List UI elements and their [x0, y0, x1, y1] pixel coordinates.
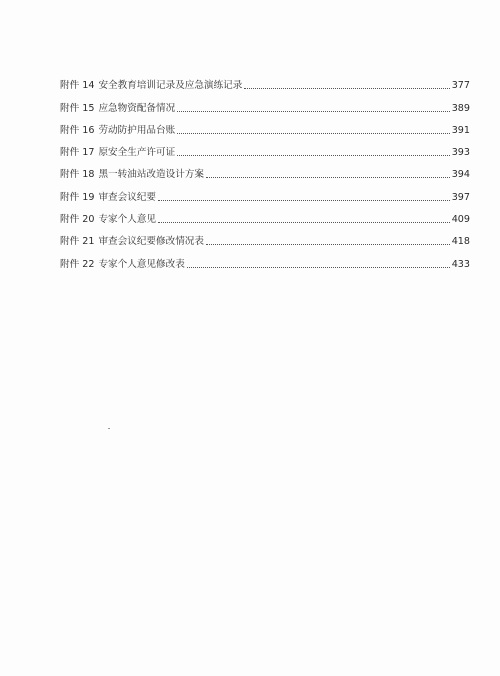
toc-entry-21[interactable] — [60, 226, 470, 248]
toc-entry-number: 附件 15 — [60, 102, 95, 114]
dot-leader — [177, 111, 449, 112]
toc-entry-page: 394 — [451, 169, 470, 181]
toc-entry-22[interactable] — [60, 248, 470, 270]
toc-entry-number: 附件 22 — [60, 258, 95, 270]
toc-entry-number: 附件 19 — [60, 191, 95, 203]
toc-entry-18[interactable] — [60, 159, 470, 181]
toc-entry-title: 安全教育培训记录及应急演练记录 — [98, 80, 243, 92]
toc-entry-page: 409 — [451, 214, 470, 226]
toc-entry-page: 391 — [451, 124, 470, 136]
toc-entry-16[interactable] — [60, 115, 470, 137]
toc-entry-title: 审查会议纪要修改情况表 — [98, 236, 204, 248]
toc-entry-number: 附件 20 — [60, 214, 95, 226]
dot-leader — [177, 155, 449, 156]
toc-entry-title: 审查会议纪要 — [98, 191, 157, 203]
dot-leader — [206, 177, 450, 178]
toc-entry-title: 劳动防护用品台账 — [98, 124, 176, 136]
toc-entry-number: 附件 17 — [60, 147, 95, 159]
toc-entry-page: 377 — [451, 80, 470, 92]
dot-leader — [206, 244, 450, 245]
scan-speck — [108, 428, 110, 429]
dot-leader — [158, 200, 450, 201]
toc-entry-title: 原安全生产许可证 — [98, 147, 176, 159]
toc-entry-number: 附件 14 — [60, 80, 95, 92]
toc-entry-page: 389 — [451, 102, 470, 114]
toc-entry-page: 418 — [451, 236, 470, 248]
toc-entry-15[interactable] — [60, 92, 470, 114]
toc-entry-14[interactable] — [60, 70, 470, 92]
toc-entry-number: 附件 21 — [60, 236, 95, 248]
toc-entry-title: 专家个人意见 — [98, 214, 157, 226]
toc-entry-20[interactable] — [60, 204, 470, 226]
toc-entry-number: 附件 18 — [60, 169, 95, 181]
toc-entry-19[interactable] — [60, 181, 470, 203]
toc-entry-page: 433 — [451, 258, 470, 270]
toc-entry-17[interactable] — [60, 137, 470, 159]
dot-leader — [177, 133, 449, 134]
toc-entry-page: 393 — [451, 147, 470, 159]
toc-entry-title: 应急物资配备情况 — [98, 102, 176, 114]
dot-leader — [187, 267, 450, 268]
toc-entry-number: 附件 16 — [60, 124, 95, 136]
dot-leader — [158, 222, 450, 223]
dot-leader — [244, 88, 449, 89]
table-of-contents — [60, 70, 470, 271]
toc-entry-page: 397 — [451, 191, 470, 203]
toc-entry-title: 专家个人意见修改表 — [98, 258, 185, 270]
toc-entry-title: 黑一转油站改造设计方案 — [98, 169, 204, 181]
